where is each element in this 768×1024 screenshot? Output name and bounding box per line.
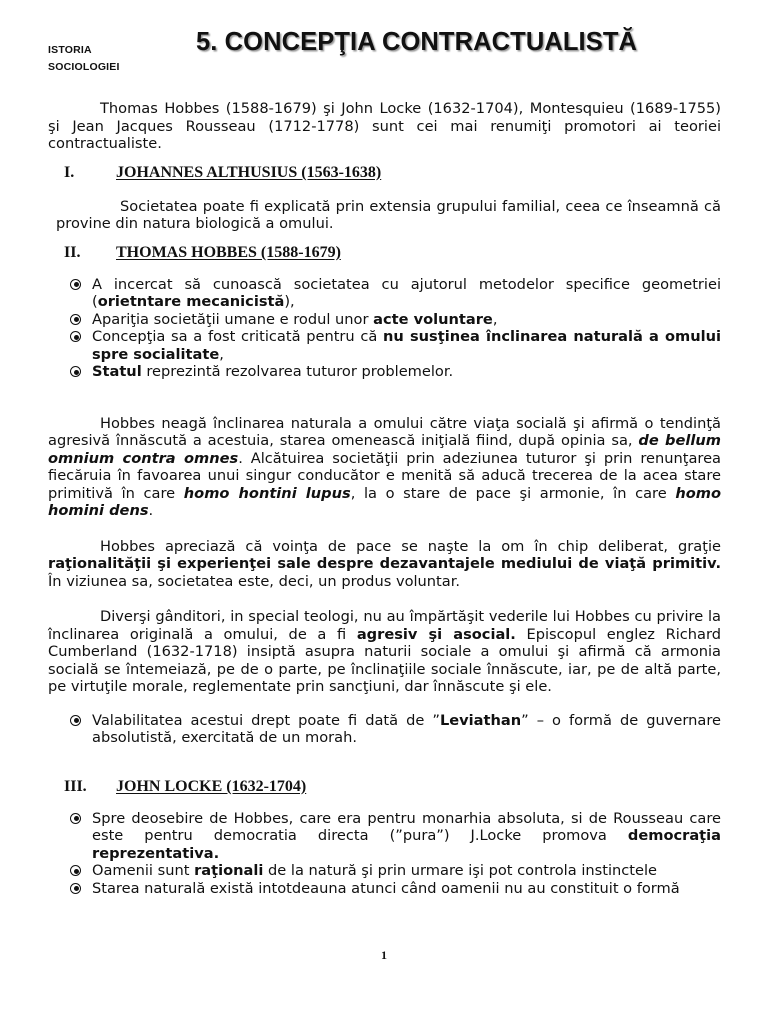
list-item: Apariţia societăţii umane e rodul unor acte voluntare, xyxy=(48,311,721,329)
leviathan-bullet-list xyxy=(48,712,721,747)
intro-paragraph: Thomas Hobbes (1588-1679) şi John Locke (1632-1704), Montesquieu (1689-1755) şi Jean Jacques Rousseau (1712-1778) sunt cei mai renumiţi promotori ai teoriei contractualiste. xyxy=(48,100,721,152)
section-number: I. xyxy=(64,163,75,181)
list-item: Oamenii sunt raţionali de la natură şi prin urmare işi pot controla instinctele xyxy=(48,862,721,880)
list-item: Spre deosebire de Hobbes, care era pentru monarhia absoluta, si de Rousseau care este pentru democratia directa (”pura”) J.Locke promova democraţia reprezentativa. xyxy=(48,810,721,863)
althusius-paragraph: Societatea poate fi explicată prin extensia grupului familial, ceea ce înseamnă că provine din natura biologică a omului. xyxy=(56,197,721,232)
list-item: Statul reprezintă rezolvarea tuturor problemelor. xyxy=(48,363,721,381)
section-heading-locke xyxy=(48,777,721,796)
subject-label xyxy=(48,42,120,76)
subject-label-line1: ISTORIA xyxy=(48,44,92,56)
section-title: JOHANNES ALTHUSIUS (1563-1638) xyxy=(116,163,382,181)
page-title: 5. CONCEPŢIA CONTRACTUALISTĂ xyxy=(196,28,638,56)
section-heading-althusius xyxy=(48,163,721,182)
list-item: A incercat să cunoască societatea cu ajutorul metodelor specifice geometriei (orietntare mecanicistă), xyxy=(48,276,721,311)
section-title: JOHN LOCKE (1632-1704) xyxy=(116,777,307,795)
hobbes-paragraph-3: Diverşi gânditori, in special teologi, nu au împărtăşit vederile lui Hobbes cu privire la înclinarea originală a omului, de a fi agresiv şi asocial. Episcopul englez Richard Cumberland (1632-1718) insiptă asupra naturii sociale a omului şi afirmă că armonia socială se întemeiază, pe de o parte, pe înclinaţiile sociale înnăscute, iar, pe de altă parte, pe virtuţile morale, reglementate prin sancţiuni, dar înnăscute şi ele. xyxy=(48,608,722,695)
list-item: Valabilitatea acestui drept poate fi dată de ”Leviathan” – o formă de guvernare absolutistă, exercitată de un morah. xyxy=(48,712,721,747)
section-heading-hobbes xyxy=(48,243,721,262)
list-item: Concepţia sa a fost criticată pentru că nu susţinea înclinarea naturală a omului spre socialitate, xyxy=(48,328,721,363)
list-item: Starea naturală există intotdeauna atunci când oamenii nu au constituit o formă xyxy=(48,880,721,898)
hobbes-bullet-list xyxy=(48,276,721,381)
subject-label-line2: SOCIOLOGIEI xyxy=(48,61,120,73)
page-number: 1 xyxy=(381,948,387,962)
document-body xyxy=(48,100,721,897)
hobbes-paragraph-2: Hobbes apreciază că voinţa de pace se naşte la om în chip deliberat, graţie raţionalităţii şi experienţei sale despre dezavantajele mediului de viaţă primitiv. În viziunea sa, societatea este, deci, un produs voluntar. xyxy=(48,537,721,590)
locke-bullet-list xyxy=(48,810,721,898)
section-number: II. xyxy=(64,243,81,261)
hobbes-paragraph-1: Hobbes neagă înclinarea naturala a omului către viaţa socială şi afirmă o tendinţă agresivă înnăscută a acestuia, starea omenească iniţială fiind, după opinia sa, de bellum omnium contra omnes. Alcătuirea societăţii prin adeziunea tuturor şi prin renunţarea fiecăruia în favoarea unui singur conducător e menită să aducă trecerea de la acea stare primitivă în care homo hontini lupus, la o stare de pace şi armonie, în care homo homini dens. xyxy=(48,414,722,519)
section-number: III. xyxy=(64,777,87,795)
section-title: THOMAS HOBBES (1588-1679) xyxy=(116,243,341,261)
